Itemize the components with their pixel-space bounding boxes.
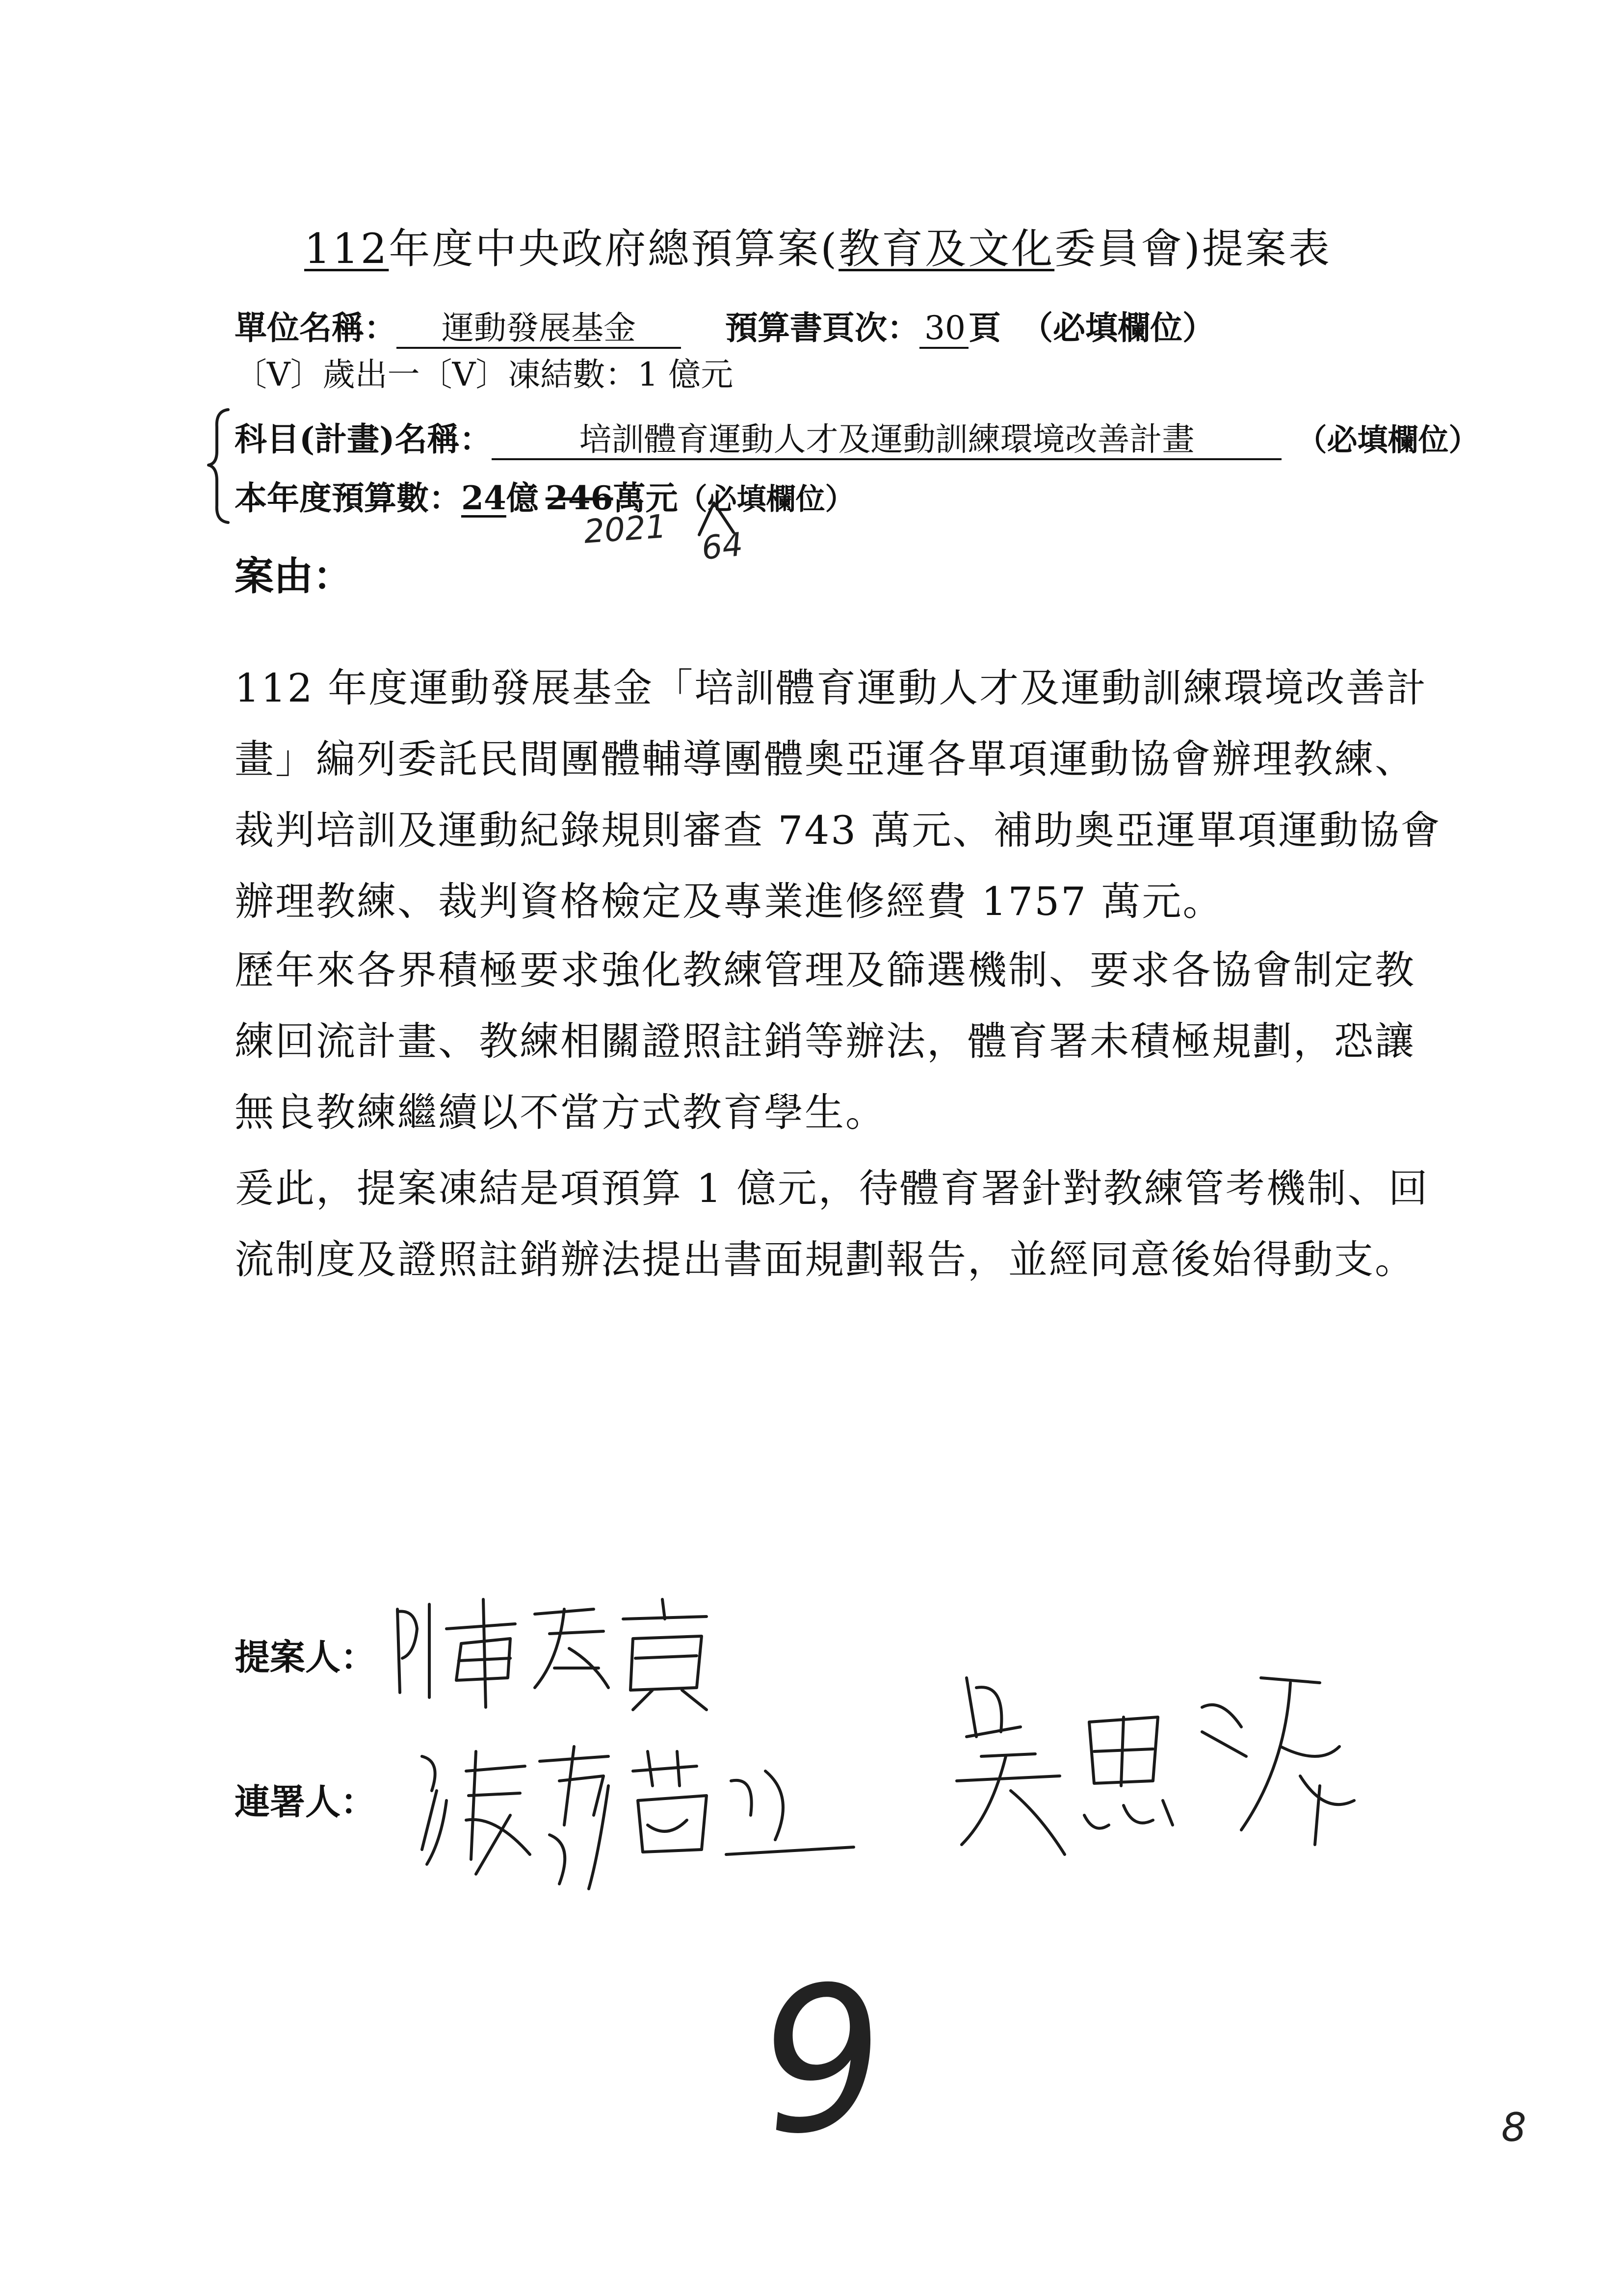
page-suffix: 頁	[969, 309, 1001, 347]
unit-line	[235, 302, 1215, 349]
reason-paragraph-3: 爰此，提案凍結是項預算 1 億元，待體育署針對教練管考機制、回流制度及證照註銷辦法提出書面規劃報告，並經同意後始得動支。	[235, 1166, 1429, 1282]
subject-label: 科目(計畫)名稱：	[235, 420, 492, 458]
brace-mark	[206, 407, 236, 525]
unit-required: （必填欄位）	[1021, 309, 1215, 347]
handwritten-number: 9	[749, 1940, 897, 2181]
budget-required: （必填欄位）	[678, 482, 855, 517]
title-mid: 年度中央政府總預算案(	[389, 225, 839, 273]
subject-line	[235, 413, 1479, 460]
page-value: 30	[919, 310, 969, 349]
cosigner-label: 連署人：	[235, 1781, 376, 1823]
budget-yi-value: 24	[461, 479, 506, 517]
budget-label: 本年度預算數：	[235, 479, 461, 517]
budget-yi-unit: 億	[506, 479, 539, 517]
type-line: 〔V〕歲出一〔V〕凍結數：1 億元	[235, 356, 733, 393]
reason-label: 案由：	[235, 553, 352, 599]
page-label: 預算書頁次：	[725, 309, 919, 347]
budget-wan-unit: 萬元	[613, 479, 678, 517]
budget-wan-value: 246	[545, 479, 613, 517]
subject-value: 培訓體育運動人才及運動訓練環境改善計畫	[492, 421, 1282, 460]
title-committee: 教育及文化	[838, 225, 1055, 273]
proposer-label: 提案人：	[235, 1636, 376, 1678]
handwritten-wan-correction: 64	[700, 525, 745, 568]
title-year: 112	[304, 225, 389, 273]
cosigner-signature-1-image	[412, 1727, 878, 1913]
reason-paragraph-2: 歷年來各界積極要求強化教練管理及篩選機制、要求各協會制定教練回流計畫、教練相關證照註銷等辦法，體育署未積極規劃，恐讓無良教練繼續以不當方式教育學生。	[235, 947, 1415, 1135]
subject-required: （必填欄位）	[1296, 422, 1479, 458]
budget-line	[235, 472, 855, 519]
proposer-signature-image	[388, 1590, 731, 1712]
unit-label: 單位名稱：	[235, 309, 396, 347]
cosigner-signature-2-image	[947, 1668, 1388, 1894]
reason-paragraph-1: 112 年度運動發展基金「培訓體育運動人才及運動訓練環境改善計畫」編列委託民間團體輔導團體奧亞運各單項運動協會辦理教練、裁判培訓及運動紀錄規則審查 743 萬元、補助奧亞運單項運動協會辦理教練、裁判資格檢定及專業進修經費 1757 萬元。	[235, 665, 1441, 924]
unit-value: 運動發展基金	[396, 310, 681, 349]
page-number: 8	[1501, 2105, 1526, 2150]
handwritten-yi-correction: 2021	[582, 507, 668, 551]
page-title	[304, 216, 1332, 275]
title-end: 委員會)提案表	[1054, 225, 1332, 273]
